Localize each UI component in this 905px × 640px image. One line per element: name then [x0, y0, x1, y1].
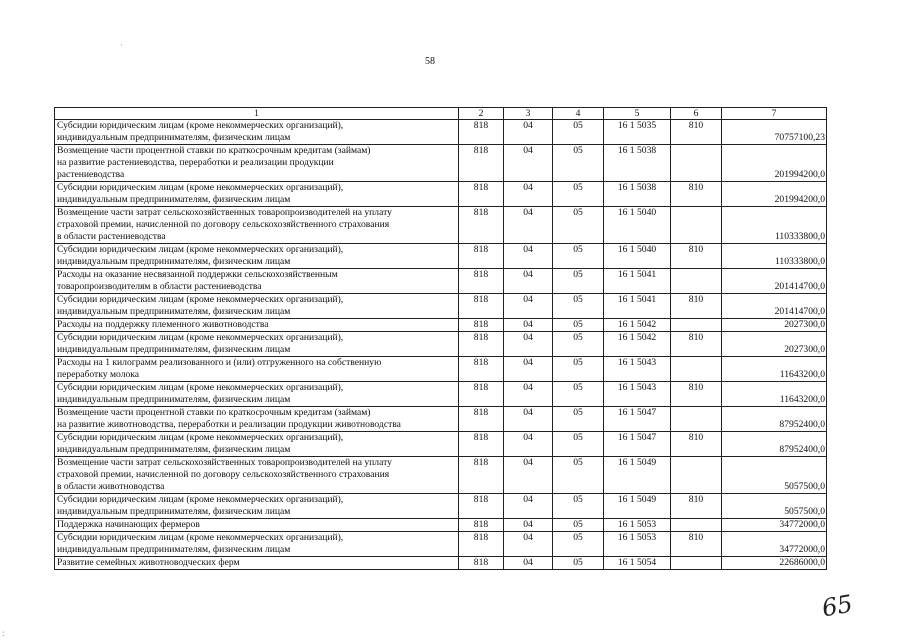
section-code: 04	[504, 457, 553, 494]
section-code: 04	[504, 207, 553, 244]
table-row	[55, 294, 827, 319]
subsection-code: 05	[553, 357, 604, 382]
expense-description: Субсидии юридическим лицам (кроме некоммерческих организаций), индивидуальным предпринимателям, физическим лицам	[55, 382, 459, 407]
expense-description: Субсидии юридическим лицам (кроме некоммерческих организаций), индивидуальным предпринимателям, физическим лицам	[55, 332, 459, 357]
subsection-code: 05	[553, 432, 604, 457]
ministry-code: 818	[459, 332, 504, 357]
table-row	[55, 519, 827, 532]
expense-type-code: 810	[671, 120, 722, 145]
section-code: 04	[504, 382, 553, 407]
section-code: 04	[504, 407, 553, 432]
target-article-code: 16 1 5040	[604, 207, 671, 244]
subsection-code: 05	[553, 532, 604, 557]
table-row	[55, 532, 827, 557]
expense-description: Возмещение части процентной ставки по краткосрочным кредитам (займам) на развитие растениеводства, переработки и реализации продукции растениеводства	[55, 145, 459, 182]
table-row	[55, 120, 827, 145]
page-number: 58	[425, 56, 435, 67]
expense-type-code	[671, 269, 722, 294]
expense-description: Субсидии юридическим лицам (кроме некоммерческих организаций), индивидуальным предпринимателям, физическим лицам	[55, 244, 459, 269]
expense-type-code	[671, 357, 722, 382]
expense-description: Расходы на оказание несвязанной поддержки сельскохозяйственным товаропроизводителям в области растениеводства	[55, 269, 459, 294]
amount: 34772000,0	[722, 532, 827, 557]
expense-description: Субсидии юридическим лицам (кроме некоммерческих организаций), индивидуальным предпринимателям, физическим лицам	[55, 182, 459, 207]
ministry-code: 818	[459, 432, 504, 457]
ministry-code: 818	[459, 207, 504, 244]
expense-description: Поддержка начинающих фермеров	[55, 519, 459, 532]
section-code: 04	[504, 357, 553, 382]
target-article-code: 16 1 5047	[604, 432, 671, 457]
subsection-code: 05	[553, 382, 604, 407]
amount: 70757100,23	[722, 120, 827, 145]
expense-description: Возмещение части затрат сельскохозяйственных товаропроизводителей на уплату страховой премии, начисленной по договору сельскохозяйственного страхования в области животноводства	[55, 457, 459, 494]
expense-description: Развитие семейных животноводческих ферм	[55, 557, 459, 570]
column-header: 1	[55, 108, 459, 120]
table-row	[55, 319, 827, 332]
amount: 2027300,0	[722, 319, 827, 332]
target-article-code: 16 1 5043	[604, 382, 671, 407]
table-row	[55, 357, 827, 382]
expense-type-code	[671, 319, 722, 332]
section-code: 04	[504, 294, 553, 319]
expense-type-code: 810	[671, 182, 722, 207]
amount: 22686000,0	[722, 557, 827, 570]
column-header: 2	[459, 108, 504, 120]
expense-description: Возмещение части затрат сельскохозяйственных товаропроизводителей на уплату страховой премии, начисленной по договору сельскохозяйственного страхования в области растениеводства	[55, 207, 459, 244]
ministry-code: 818	[459, 269, 504, 294]
table-header-row	[55, 108, 827, 120]
section-code: 04	[504, 120, 553, 145]
column-header: 3	[504, 108, 553, 120]
target-article-code: 16 1 5038	[604, 182, 671, 207]
ministry-code: 818	[459, 519, 504, 532]
target-article-code: 16 1 5054	[604, 557, 671, 570]
subsection-code: 05	[553, 457, 604, 494]
section-code: 04	[504, 182, 553, 207]
expense-type-code	[671, 145, 722, 182]
amount: 11643200,0	[722, 382, 827, 407]
table-row	[55, 207, 827, 244]
ministry-code: 818	[459, 244, 504, 269]
expense-description: Субсидии юридическим лицам (кроме некоммерческих организаций), индивидуальным предпринимателям, физическим лицам	[55, 432, 459, 457]
target-article-code: 16 1 5053	[604, 519, 671, 532]
target-article-code: 16 1 5043	[604, 357, 671, 382]
subsection-code: 05	[553, 294, 604, 319]
subsection-code: 05	[553, 407, 604, 432]
column-header: 6	[671, 108, 722, 120]
section-code: 04	[504, 557, 553, 570]
table-row	[55, 557, 827, 570]
section-code: 04	[504, 432, 553, 457]
subsection-code: 05	[553, 120, 604, 145]
section-code: 04	[504, 269, 553, 294]
subsection-code: 05	[553, 494, 604, 519]
table-row	[55, 145, 827, 182]
expense-description: Субсидии юридическим лицам (кроме некоммерческих организаций), индивидуальным предпринимателям, физическим лицам	[55, 294, 459, 319]
section-code: 04	[504, 319, 553, 332]
table-row	[55, 244, 827, 269]
target-article-code: 16 1 5035	[604, 120, 671, 145]
expense-type-code	[671, 557, 722, 570]
amount: 201994200,0	[722, 182, 827, 207]
section-code: 04	[504, 145, 553, 182]
section-code: 04	[504, 494, 553, 519]
subsection-code: 05	[553, 332, 604, 357]
amount: 201414700,0	[722, 269, 827, 294]
ministry-code: 818	[459, 382, 504, 407]
ministry-code: 818	[459, 494, 504, 519]
section-code: 04	[504, 532, 553, 557]
expense-type-code: 810	[671, 432, 722, 457]
table-row	[55, 382, 827, 407]
subsection-code: 05	[553, 145, 604, 182]
ministry-code: 818	[459, 294, 504, 319]
amount: 5057500,0	[722, 494, 827, 519]
subsection-code: 05	[553, 519, 604, 532]
expense-type-code	[671, 519, 722, 532]
subsection-code: 05	[553, 557, 604, 570]
scan-speck: ·	[120, 40, 123, 50]
table-row	[55, 182, 827, 207]
budget-table	[54, 107, 827, 570]
handwritten-page-mark: 65	[819, 589, 855, 623]
target-article-code: 16 1 5049	[604, 457, 671, 494]
ministry-code: 818	[459, 532, 504, 557]
target-article-code: 16 1 5041	[604, 294, 671, 319]
amount: 11643200,0	[722, 357, 827, 382]
amount: 110333800,0	[722, 244, 827, 269]
subsection-code: 05	[553, 182, 604, 207]
amount: 34772000,0	[722, 519, 827, 532]
expense-type-code	[671, 207, 722, 244]
expense-type-code: 810	[671, 532, 722, 557]
ministry-code: 818	[459, 557, 504, 570]
table-row	[55, 432, 827, 457]
subsection-code: 05	[553, 269, 604, 294]
amount: 110333800,0	[722, 207, 827, 244]
target-article-code: 16 1 5040	[604, 244, 671, 269]
table-row	[55, 407, 827, 432]
section-code: 04	[504, 244, 553, 269]
table-row	[55, 269, 827, 294]
subsection-code: 05	[553, 244, 604, 269]
ministry-code: 818	[459, 182, 504, 207]
target-article-code: 16 1 5049	[604, 494, 671, 519]
expense-type-code: 810	[671, 294, 722, 319]
amount: 87952400,0	[722, 407, 827, 432]
section-code: 04	[504, 519, 553, 532]
column-header: 7	[722, 108, 827, 120]
amount: 5057500,0	[722, 457, 827, 494]
table-row	[55, 494, 827, 519]
expense-type-code: 810	[671, 382, 722, 407]
column-header: 5	[604, 108, 671, 120]
ministry-code: 818	[459, 357, 504, 382]
target-article-code: 16 1 5053	[604, 532, 671, 557]
ministry-code: 818	[459, 145, 504, 182]
expense-type-code	[671, 457, 722, 494]
column-header: 4	[553, 108, 604, 120]
expense-description: Расходы на 1 килограмм реализованного и (или) отгруженного на собственную переработку молока	[55, 357, 459, 382]
target-article-code: 16 1 5042	[604, 332, 671, 357]
ministry-code: 818	[459, 319, 504, 332]
target-article-code: 16 1 5041	[604, 269, 671, 294]
amount: 2027300,0	[722, 332, 827, 357]
expense-type-code: 810	[671, 332, 722, 357]
amount: 201994200,0	[722, 145, 827, 182]
scan-speck: :	[2, 628, 5, 638]
ministry-code: 818	[459, 407, 504, 432]
table-row	[55, 457, 827, 494]
subsection-code: 05	[553, 207, 604, 244]
subsection-code: 05	[553, 319, 604, 332]
section-code: 04	[504, 332, 553, 357]
amount: 87952400,0	[722, 432, 827, 457]
expense-type-code: 810	[671, 494, 722, 519]
target-article-code: 16 1 5047	[604, 407, 671, 432]
expense-description: Субсидии юридическим лицам (кроме некоммерческих организаций), индивидуальным предпринимателям, физическим лицам	[55, 494, 459, 519]
expense-type-code: 810	[671, 244, 722, 269]
ministry-code: 818	[459, 457, 504, 494]
target-article-code: 16 1 5038	[604, 145, 671, 182]
expense-description: Расходы на поддержку племенного животноводства	[55, 319, 459, 332]
ministry-code: 818	[459, 120, 504, 145]
expense-description: Субсидии юридическим лицам (кроме некоммерческих организаций), индивидуальным предпринимателям, физическим лицам	[55, 120, 459, 145]
expense-type-code	[671, 407, 722, 432]
expense-description: Субсидии юридическим лицам (кроме некоммерческих организаций), индивидуальным предпринимателям, физическим лицам	[55, 532, 459, 557]
amount: 201414700,0	[722, 294, 827, 319]
target-article-code: 16 1 5042	[604, 319, 671, 332]
expense-description: Возмещение части процентной ставки по краткосрочным кредитам (займам) на развитие животноводства, переработки и реализации продукции животноводства	[55, 407, 459, 432]
table-row	[55, 332, 827, 357]
